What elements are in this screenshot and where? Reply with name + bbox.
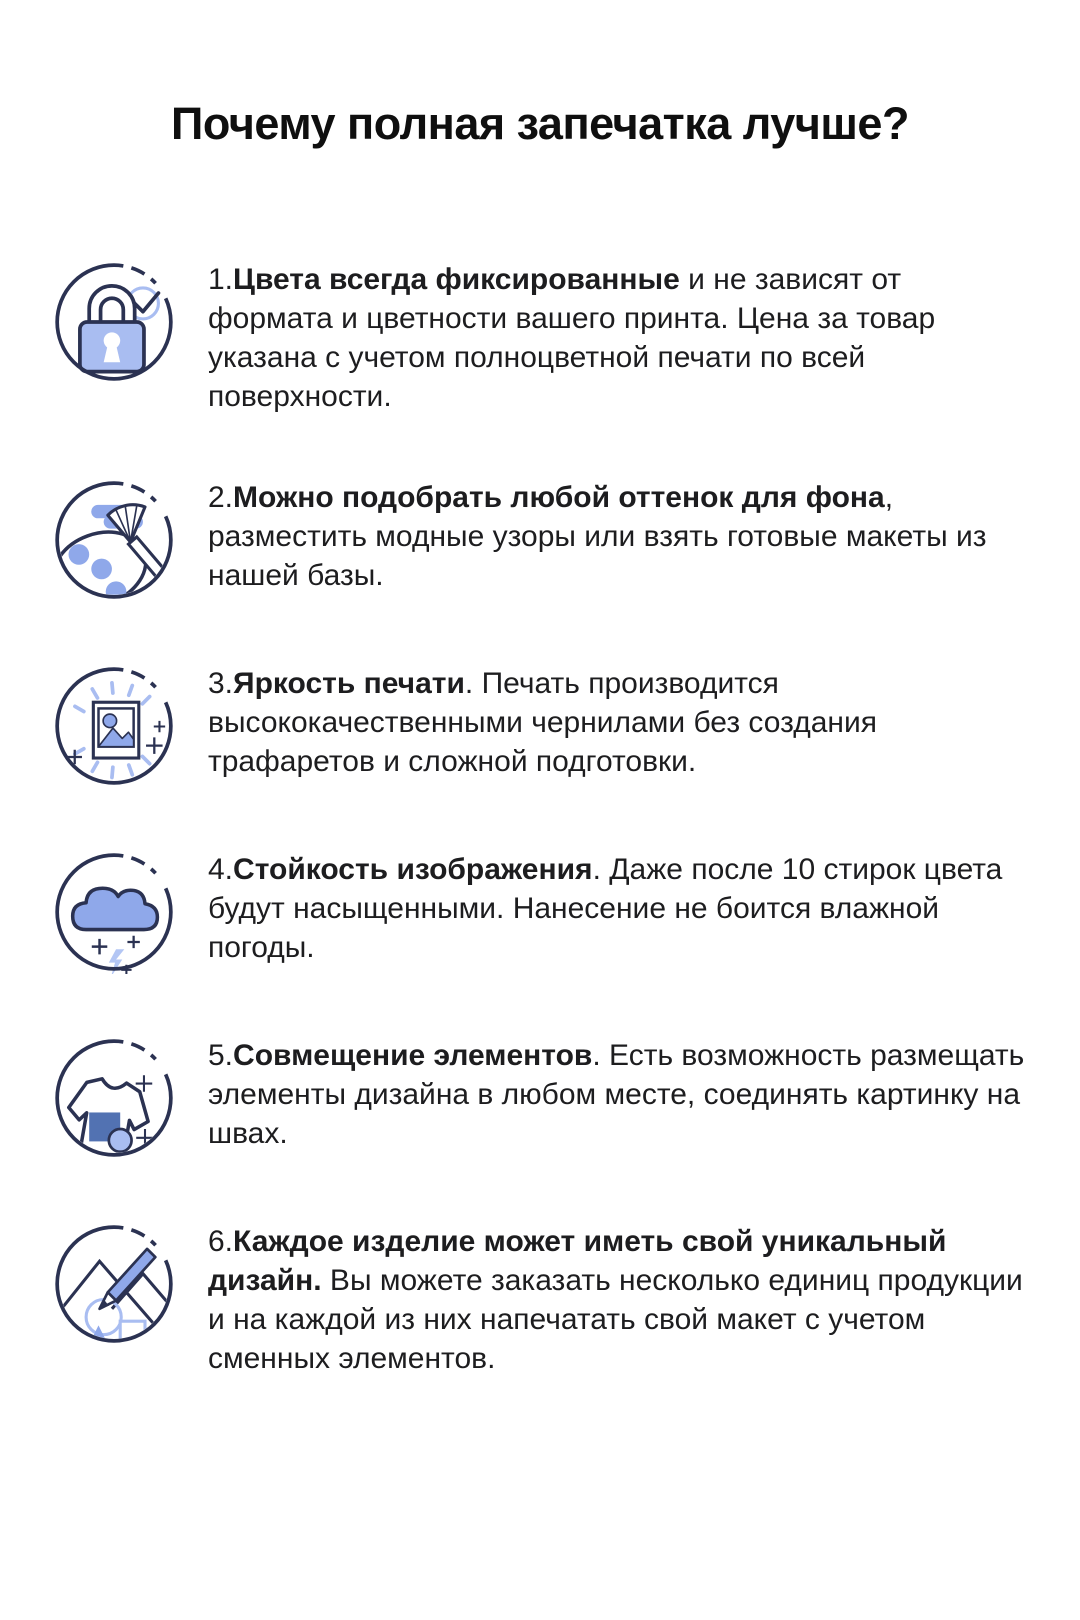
benefit-bold: Яркость печати (233, 667, 465, 700)
benefit-item-image-durability (52, 850, 1030, 974)
benefit-number: 2. (208, 481, 234, 514)
benefits-list (0, 260, 1080, 1378)
tshirt-design-icon (52, 1036, 176, 1160)
benefit-bold: Каждое изделие может иметь свой уникальный дизайн. (208, 1225, 947, 1297)
benefit-text (208, 478, 1030, 595)
benefit-rest: . Печать производится высококачественными чернилами без создания трафаретов и сложной подготовки. (208, 667, 877, 778)
benefit-text (208, 260, 1030, 416)
bright-print-icon (52, 664, 176, 788)
page-title: Почему полная запечатка лучше? (171, 98, 909, 149)
benefit-item-colors-fixed (52, 260, 1030, 416)
benefit-number: 4. (208, 853, 234, 886)
benefit-number: 1. (208, 263, 234, 296)
benefit-bold: Стойкость изображения (233, 853, 593, 886)
benefit-item-element-placement (52, 1036, 1030, 1160)
benefit-number: 3. (208, 667, 234, 700)
benefit-item-unique-design (52, 1222, 1030, 1378)
benefit-number: 5. (208, 1039, 234, 1072)
benefit-rest: Вы можете заказать несколько единиц продукции и на каждой из них напечатать свой макет с учетом сменных элементов. (208, 1264, 1023, 1375)
weatherproof-cloud-icon (52, 850, 176, 974)
benefit-text (208, 664, 1030, 781)
benefit-rest: , разместить модные узоры или взять готовые макеты из нашей базы. (208, 481, 987, 592)
palette-brush-icon (52, 478, 176, 602)
benefit-rest: и не зависят от формата и цветности вашего принта. Цена за товар указана с учетом полноцветной печати по всей поверхности. (208, 263, 936, 413)
benefit-rest: . Даже после 10 стирок цвета будут насыщенными. Нанесение не боится влажной погоды. (208, 853, 1003, 964)
benefit-bold: Совмещение элементов (233, 1039, 593, 1072)
pencil-sketch-icon (52, 1222, 176, 1346)
benefit-item-any-shade (52, 478, 1030, 602)
benefit-item-print-brightness (52, 664, 1030, 788)
benefit-number: 6. (208, 1225, 234, 1258)
benefit-text (208, 1036, 1030, 1153)
benefit-rest: . Есть возможность размещать элементы дизайна в любом месте, соединять картинку на швах. (208, 1039, 1025, 1150)
benefit-text (208, 850, 1030, 967)
benefit-bold: Цвета всегда фиксированные (233, 263, 680, 296)
lock-check-icon (52, 260, 176, 384)
benefit-bold: Можно подобрать любой оттенок для фона (233, 481, 885, 514)
benefit-text (208, 1222, 1030, 1378)
